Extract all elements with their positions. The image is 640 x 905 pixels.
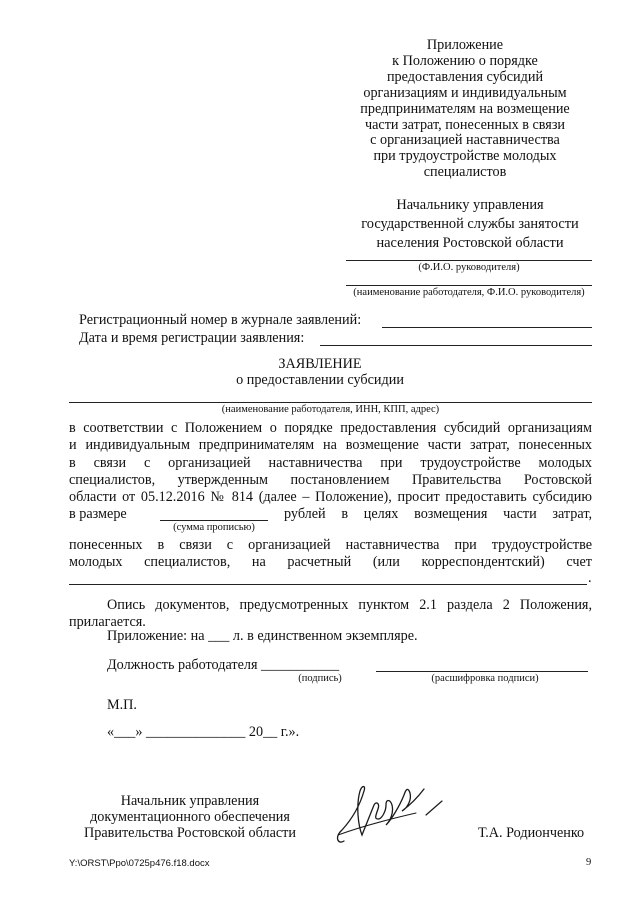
registration-number-line[interactable] — [382, 327, 592, 328]
footer-signer-title — [69, 793, 311, 841]
body-line: области от 05.12.2016 № 814 (далее – Положение), просит предоставить субсидию — [69, 489, 592, 505]
body-line: и индивидуальным предпринимателям на возмещение части затрат, понесенных — [69, 437, 592, 453]
position-blank[interactable]: ___________ — [261, 657, 340, 673]
date-year-blank[interactable]: __ — [263, 724, 278, 740]
addressee-block — [340, 196, 600, 253]
registration-number-label: Регистрационный номер в журнале заявлений: — [79, 312, 362, 328]
appendix-line: с организацией наставничества — [370, 132, 560, 149]
date-open-quote: « — [107, 724, 115, 740]
appendix-line: предоставления субсидий — [386, 68, 544, 85]
registration-datetime-line[interactable] — [320, 345, 592, 346]
employer-caption: (наименование работодателя, Ф.И.О. руководителя) — [353, 287, 585, 298]
amount-prefix: в размере — [69, 506, 127, 522]
attachment-pages-blank[interactable]: ___ — [208, 628, 230, 644]
appendix-line: части затрат, понесенных в связи — [364, 116, 566, 133]
stamp-label: М.П. — [107, 697, 137, 713]
appendix-block — [340, 38, 590, 181]
position-label — [107, 657, 339, 674]
body-line: специалистов, утвержденным постановлением Правительства Ростовской — [69, 472, 592, 488]
appendix-line: предпринимателям на возмещение — [360, 100, 570, 117]
account-end-dot: . — [588, 570, 592, 586]
addressee-line: Начальнику управления — [396, 197, 544, 213]
page-number: 9 — [586, 857, 592, 868]
appendix-line: Приложение — [426, 37, 504, 53]
body-line: в соответствии с Положением о порядке предоставления субсидий организациям — [69, 420, 592, 436]
account-line[interactable] — [69, 584, 587, 585]
employer-line[interactable] — [346, 285, 592, 286]
signature-caption: (подпись) — [298, 673, 342, 684]
inventory-line: прилагается. — [69, 614, 146, 630]
footer-signer-line: документационного обеспечения — [90, 809, 290, 825]
appendix-line: специалистов — [423, 164, 507, 181]
appendix-line: организациям и индивидуальным — [363, 84, 567, 101]
applicant-line[interactable] — [69, 402, 592, 403]
body-line: в связи с организацией наставничества при трудоустройстве молодых — [69, 455, 592, 471]
date-line — [107, 724, 299, 741]
amount-line[interactable] — [160, 520, 268, 521]
addressee-line: государственной службы занятости — [361, 216, 579, 232]
fio-line[interactable] — [346, 260, 592, 261]
page-title: ЗАЯВЛЕНИЕ — [278, 356, 362, 372]
handwritten-signature — [330, 775, 460, 850]
body-line: понесенных в связи с организацией наставничества при трудоустройстве — [69, 537, 592, 553]
date-month-blank[interactable]: ______________ — [146, 724, 246, 740]
inventory-line: Опись документов, предусмотренных пунктом 2.1 раздела 2 Положения, — [107, 597, 592, 613]
addressee-line: населения Ростовской области — [376, 235, 564, 251]
decode-caption: (расшифровка подписи) — [431, 673, 539, 684]
amount-caption: (сумма прописью) — [173, 522, 255, 533]
footer-signer-line: Правительства Ростовской области — [84, 825, 296, 841]
date-close-quote: » — [135, 724, 143, 740]
appendix-line: к Положению о порядке — [392, 52, 538, 69]
position-label-text: Должность работодателя — [107, 657, 258, 673]
amount-suffix: рублей в целях возмещения части затрат, — [284, 506, 592, 522]
body-line: молодых специалистов, на расчетный (или корреспондентский) счет — [69, 554, 592, 570]
date-year-prefix: 20 — [248, 724, 264, 740]
registration-datetime-label: Дата и время регистрации заявления: — [79, 330, 305, 346]
fio-caption: (Ф.И.О. руководителя) — [418, 262, 520, 273]
page-subtitle: о предоставлении субсидии — [236, 372, 404, 388]
attachment-suffix: л. в единственном экземпляре. — [232, 628, 418, 644]
attachment-line — [107, 628, 418, 645]
appendix-line: при трудоустройстве молодых — [373, 148, 557, 165]
attachment-prefix: Приложение: на — [107, 628, 205, 644]
applicant-caption: (наименование работодателя, ИНН, КПП, адрес) — [221, 404, 440, 415]
footer-signer-name: Т.А. Родионченко — [478, 825, 585, 841]
file-path: Y:\ORST\Ppo\0725p476.f18.docx — [69, 858, 210, 869]
footer-signer-line: Начальник управления — [120, 793, 260, 809]
date-year-suffix: г.». — [280, 724, 300, 740]
signature-decode-line[interactable] — [376, 671, 588, 672]
date-day-blank[interactable]: ___ — [114, 724, 136, 740]
